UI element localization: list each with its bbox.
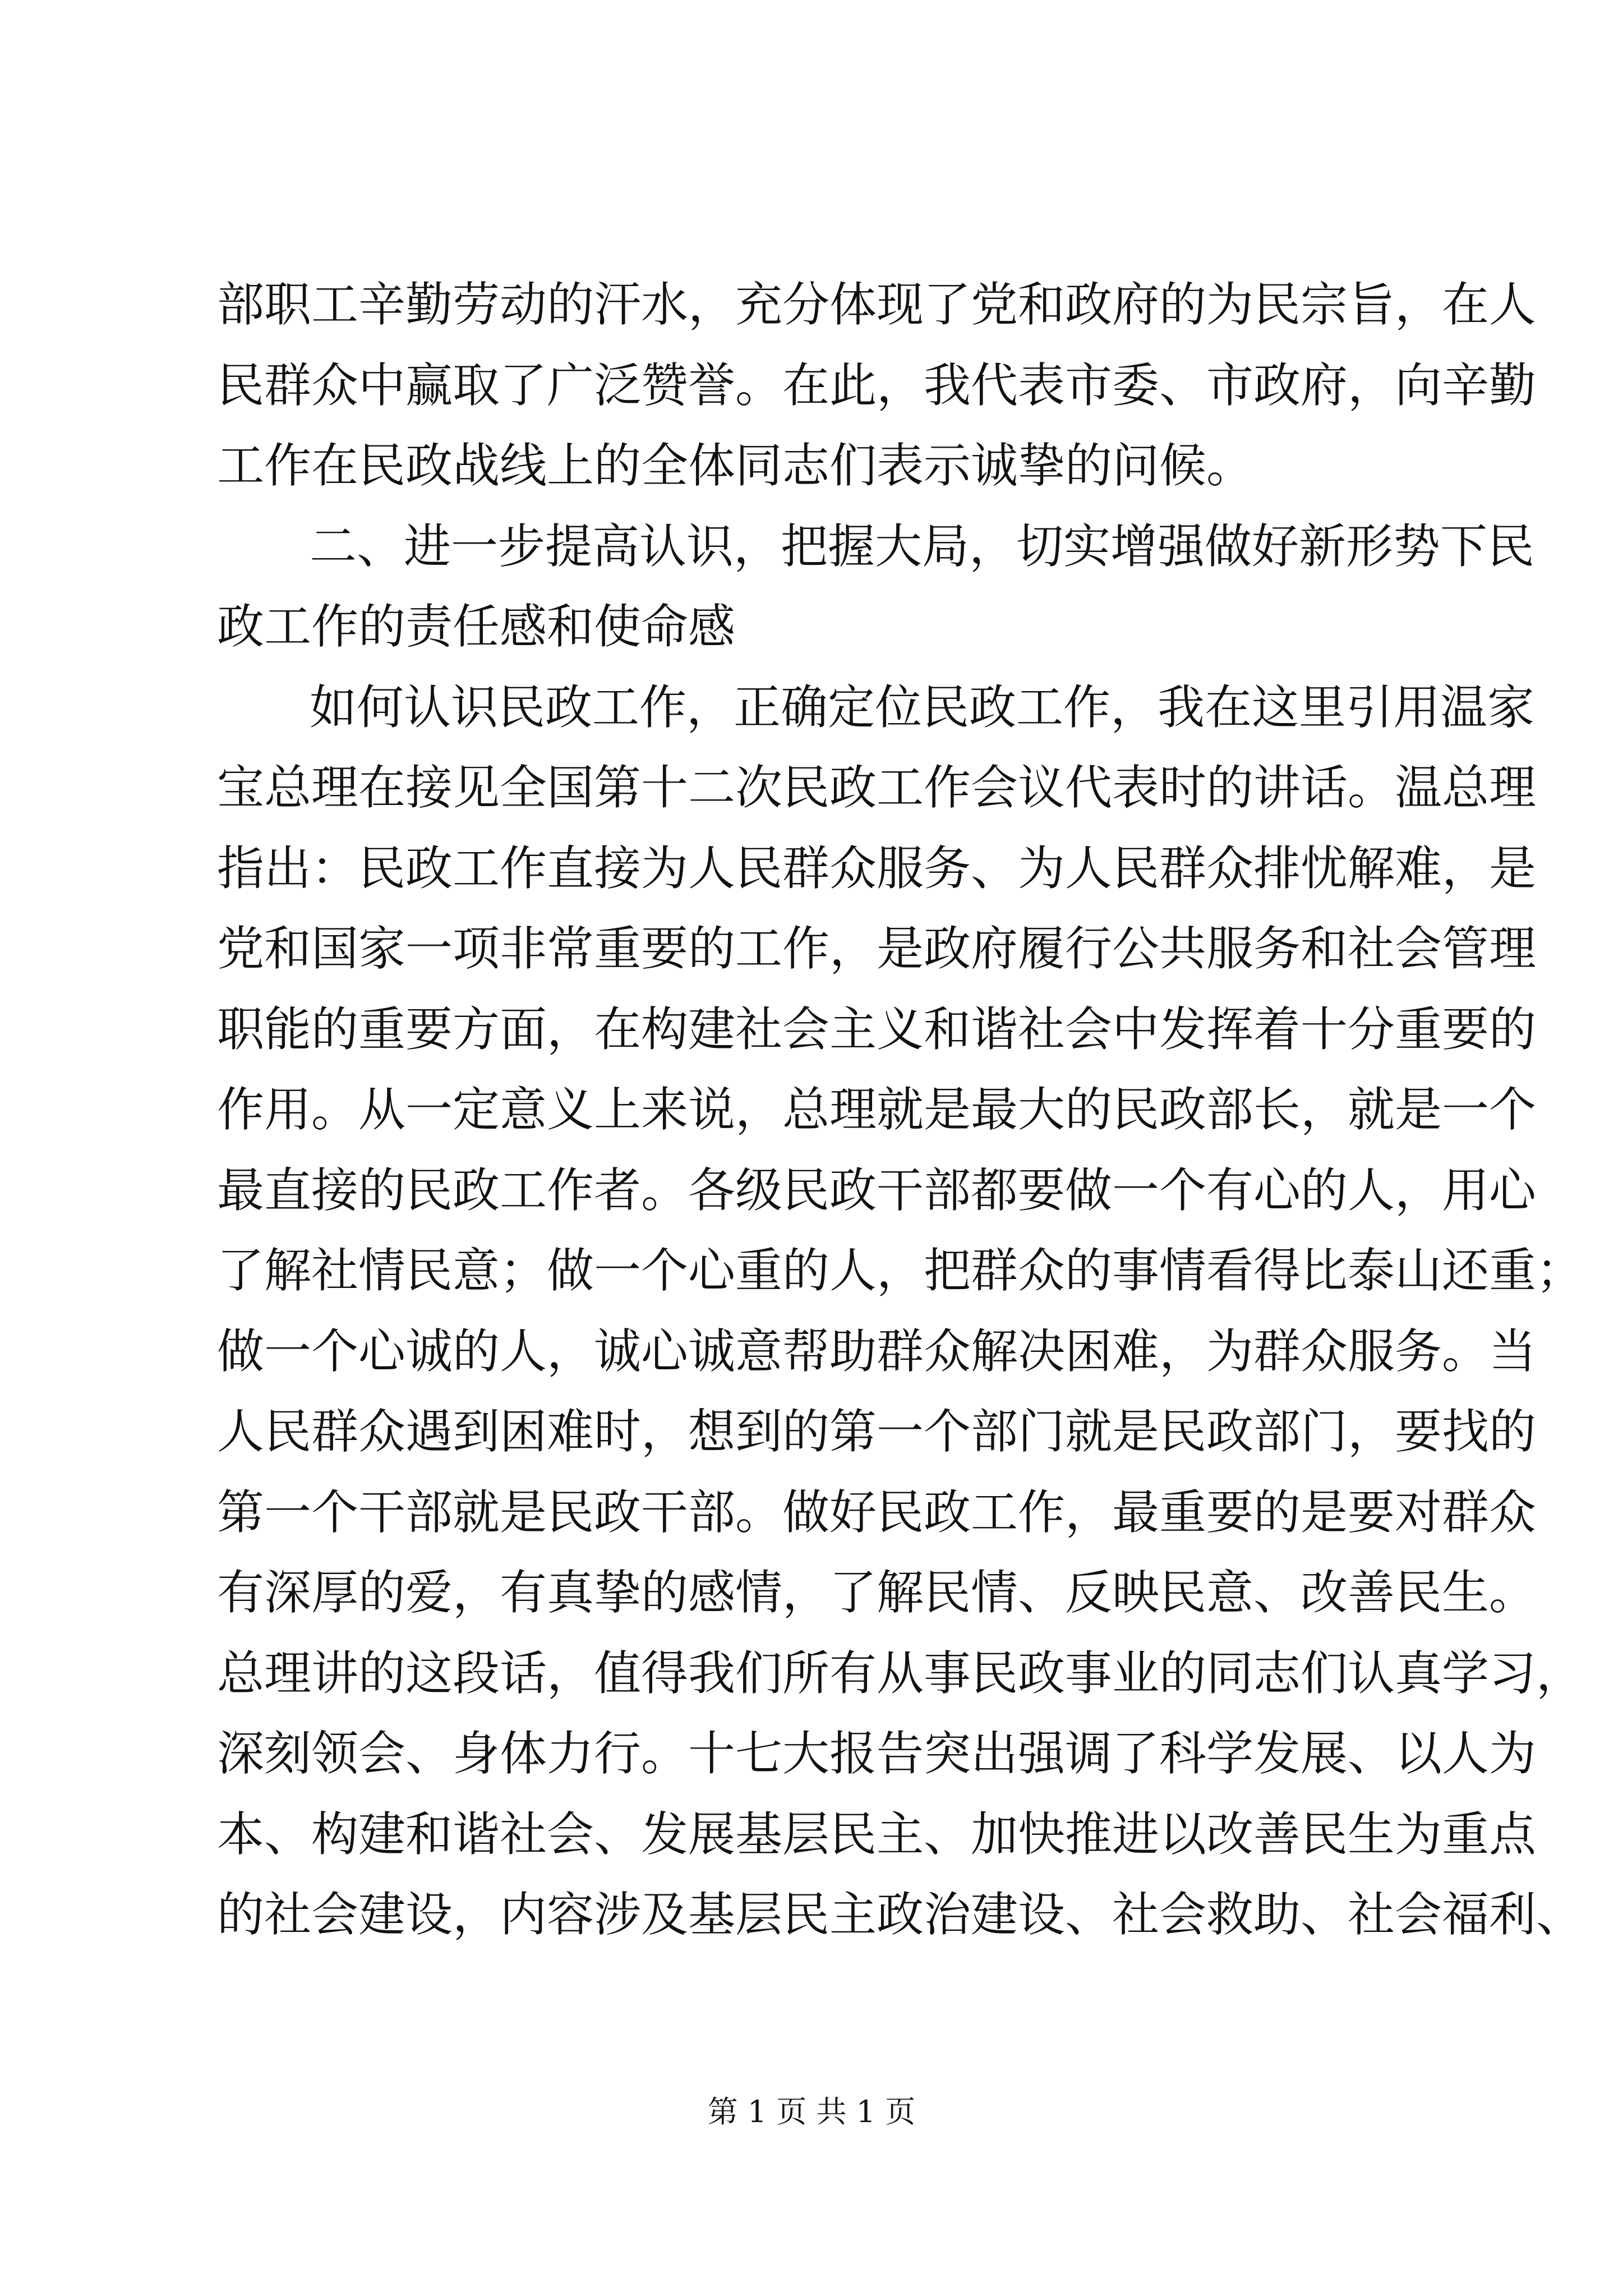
text-line: 党和国家一项非常重要的工作，是政府履行公共服务和社会管理 (217, 921, 1537, 976)
text-line: 职能的重要方面，在构建社会主义和谐社会中发挥着十分重要的 (217, 1001, 1537, 1057)
paragraph-continuation (217, 265, 1537, 507)
text-line: 有深厚的爱，有真挚的感情，了解民情、反映民意、改善民生。 (217, 1565, 1537, 1620)
text-line: 第一个干部就是民政干部。做好民政工作，最重要的是要对群众 (217, 1484, 1537, 1540)
text-line: 工作在民政战线上的全体同志们表示诚挚的问候。 (217, 438, 1254, 493)
text-line: 部职工辛勤劳动的汗水，充分体现了党和政府的为民宗旨，在人 (217, 277, 1537, 332)
text-line: 宝总理在接见全国第十二次民政工作会议代表时的讲话。温总理 (217, 760, 1537, 815)
text-line: 深刻领会、身体力行。十七大报告突出强调了科学发展、以人为 (217, 1726, 1537, 1781)
document-body (217, 265, 1584, 1955)
page-footer (0, 2092, 1623, 2132)
heading-line: 二、进一步提高认识，把握大局，切实增强做好新形势下民 (310, 518, 1535, 574)
paragraph-body (217, 668, 1584, 1955)
text-line: 总理讲的这段话，值得我们所有从事民政事业的同志们认真学习， (217, 1645, 1584, 1701)
section-heading (217, 507, 1535, 668)
text-line: 本、构建和谐社会、发展基层民主、加快推进以改善民生为重点 (217, 1806, 1537, 1862)
text-line: 如何认识民政工作，正确定位民政工作，我在这里引用温家 (310, 679, 1535, 735)
text-line: 了解社情民意；做一个心重的人，把群众的事情看得比泰山还重； (217, 1243, 1584, 1298)
page-number-label: 第 1 页 共 1 页 (707, 2094, 916, 2129)
heading-line: 政工作的责任感和使命感 (217, 599, 736, 654)
text-line: 最直接的民政工作者。各级民政干部都要做一个有心的人，用心 (217, 1162, 1537, 1218)
text-line: 作用。从一定意义上来说，总理就是最大的民政部长，就是一个 (217, 1082, 1537, 1137)
text-line: 做一个心诚的人，诚心诚意帮助群众解决困难，为群众服务。当 (217, 1323, 1537, 1379)
text-line: 人民群众遇到困难时，想到的第一个部门就是民政部门，要找的 (217, 1404, 1537, 1459)
text-line: 民群众中赢取了广泛赞誉。在此，我代表市委、市政府，向辛勤 (217, 357, 1537, 413)
text-line: 指出：民政工作直接为人民群众服务、为人民群众排忧解难，是 (217, 840, 1537, 896)
text-line: 的社会建设，内容涉及基层民主政治建设、社会救助、社会福利、 (217, 1887, 1584, 1942)
